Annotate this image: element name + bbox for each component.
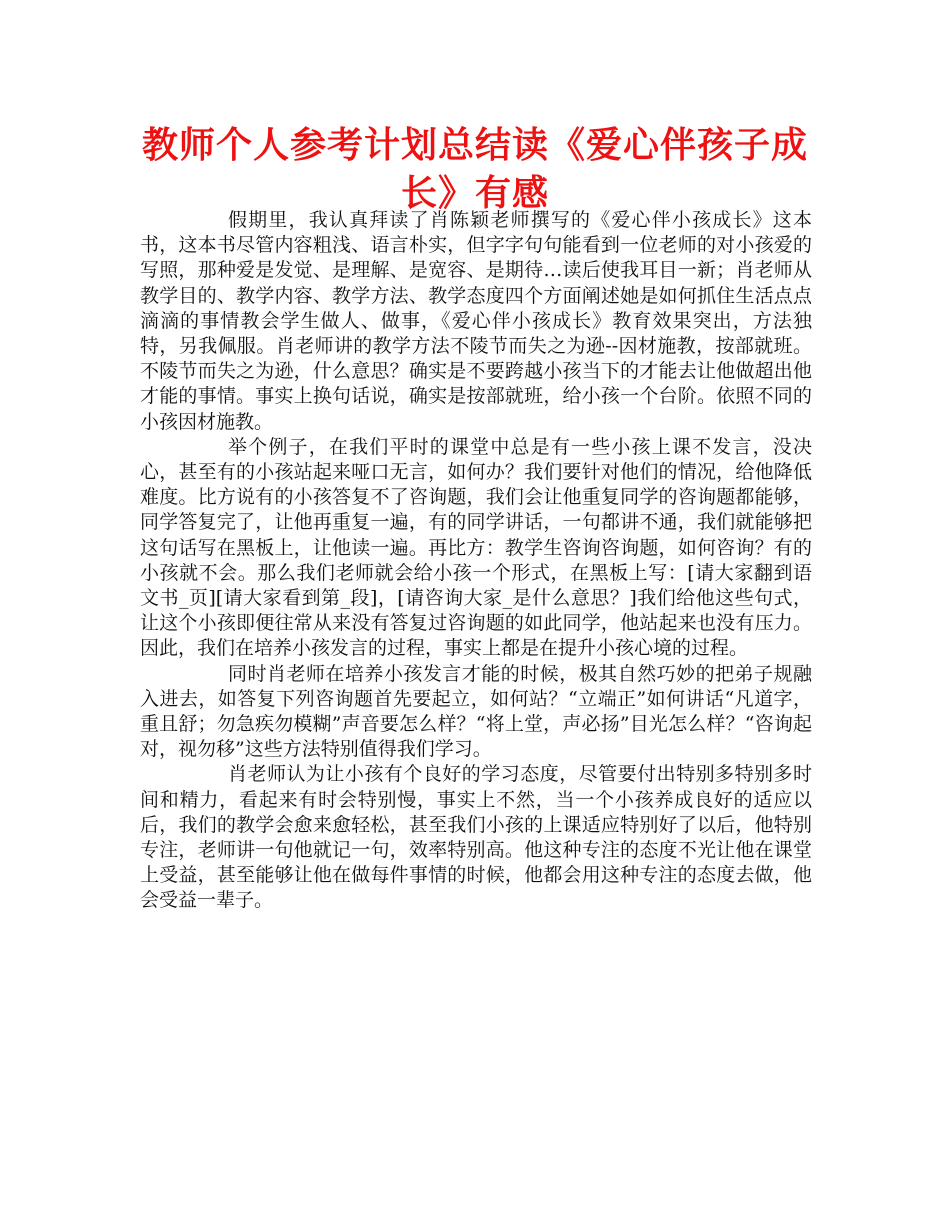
document-title: 教师个人参考计划总结读《爱心伴孩子成长》有感 bbox=[141, 125, 808, 214]
document-body bbox=[140, 208, 812, 914]
paragraph-1: 假期里，我认真拜读了肖陈颖老师撰写的《爱心伴小孩成长》这本书，这本书尽管内容粗浅、语言朴实，但字字句句能看到一位老师的对小孩爱的写照，那种爱是发觉、是理解、是宽容、是期待…读后使我耳目一新；肖老师从教学目的、教学内容、教学方法、教学态度四个方面阐述她是如何抓住生活点点滴滴的事情教会学生做人、做事，《爱心伴小孩成长》教育效果突出，方法独特，另我佩服。肖老师讲的教学方法不陵节而失之为逊--因材施教，按部就班。不陵节而失之为逊，什么意思？确实是不要跨越小孩当下的才能去让他做超出他才能的事情。事实上换句话说，确实是按部就班，给小孩一个台阶。依照不同的小孩因材施教。 bbox=[140, 209, 812, 433]
paragraph-3: 同时肖老师在培养小孩发言才能的时候，极其自然巧妙的把弟子规融入进去，如答复下列咨询题首先要起立，如何站？“立端正”如何讲话“凡道字，重且舒；勿急疾勿模糊”声音要怎么样？“将上堂，声必扬”目光怎么样？“咨询起对，视勿移”这些方法特别值得我们学习。 bbox=[140, 662, 812, 761]
paragraph-4: 肖老师认为让小孩有个良好的学习态度，尽管要付出特别多特别多时间和精力，看起来有时会特别慢，事实上不然，当一个小孩养成良好的适应以后，我们的教学会愈来愈轻松，甚至我们小孩的上课适应特别好了以后，他特别专注，老师讲一句他就记一句，效率特别高。他这种专注的态度不光让他在课堂上受益，甚至能够让他在做每件事情的时候，他都会用这种专注的态度去做，他会受益一辈子。 bbox=[140, 763, 812, 912]
paragraph-2: 举个例子，在我们平时的课堂中总是有一些小孩上课不发言，没决心，甚至有的小孩站起来哑口无言，如何办？我们要针对他们的情况，给他降低难度。比方说有的小孩答复不了咨询题，我们会让他重复同学的咨询题都能够，同学答复完了，让他再重复一遍，有的同学讲话，一句都讲不通，我们就能够把这句话写在黑板上，让他读一遍。再比方：教学生咨询咨询题，如何咨询？有的小孩就不会。那么我们老师就会给小孩一个形式，在黑板上写：[请大家翻到语文书_页][请大家看到第_段]，[请咨询大家_是什么意思？]我们给他这些句式，让这个小孩即便往常从来没有答复过咨询题的如此同学，他站起来也没有压力。因此，我们在培养小孩发言的过程，事实上都是在提升小孩心境的过程。 bbox=[140, 435, 812, 660]
